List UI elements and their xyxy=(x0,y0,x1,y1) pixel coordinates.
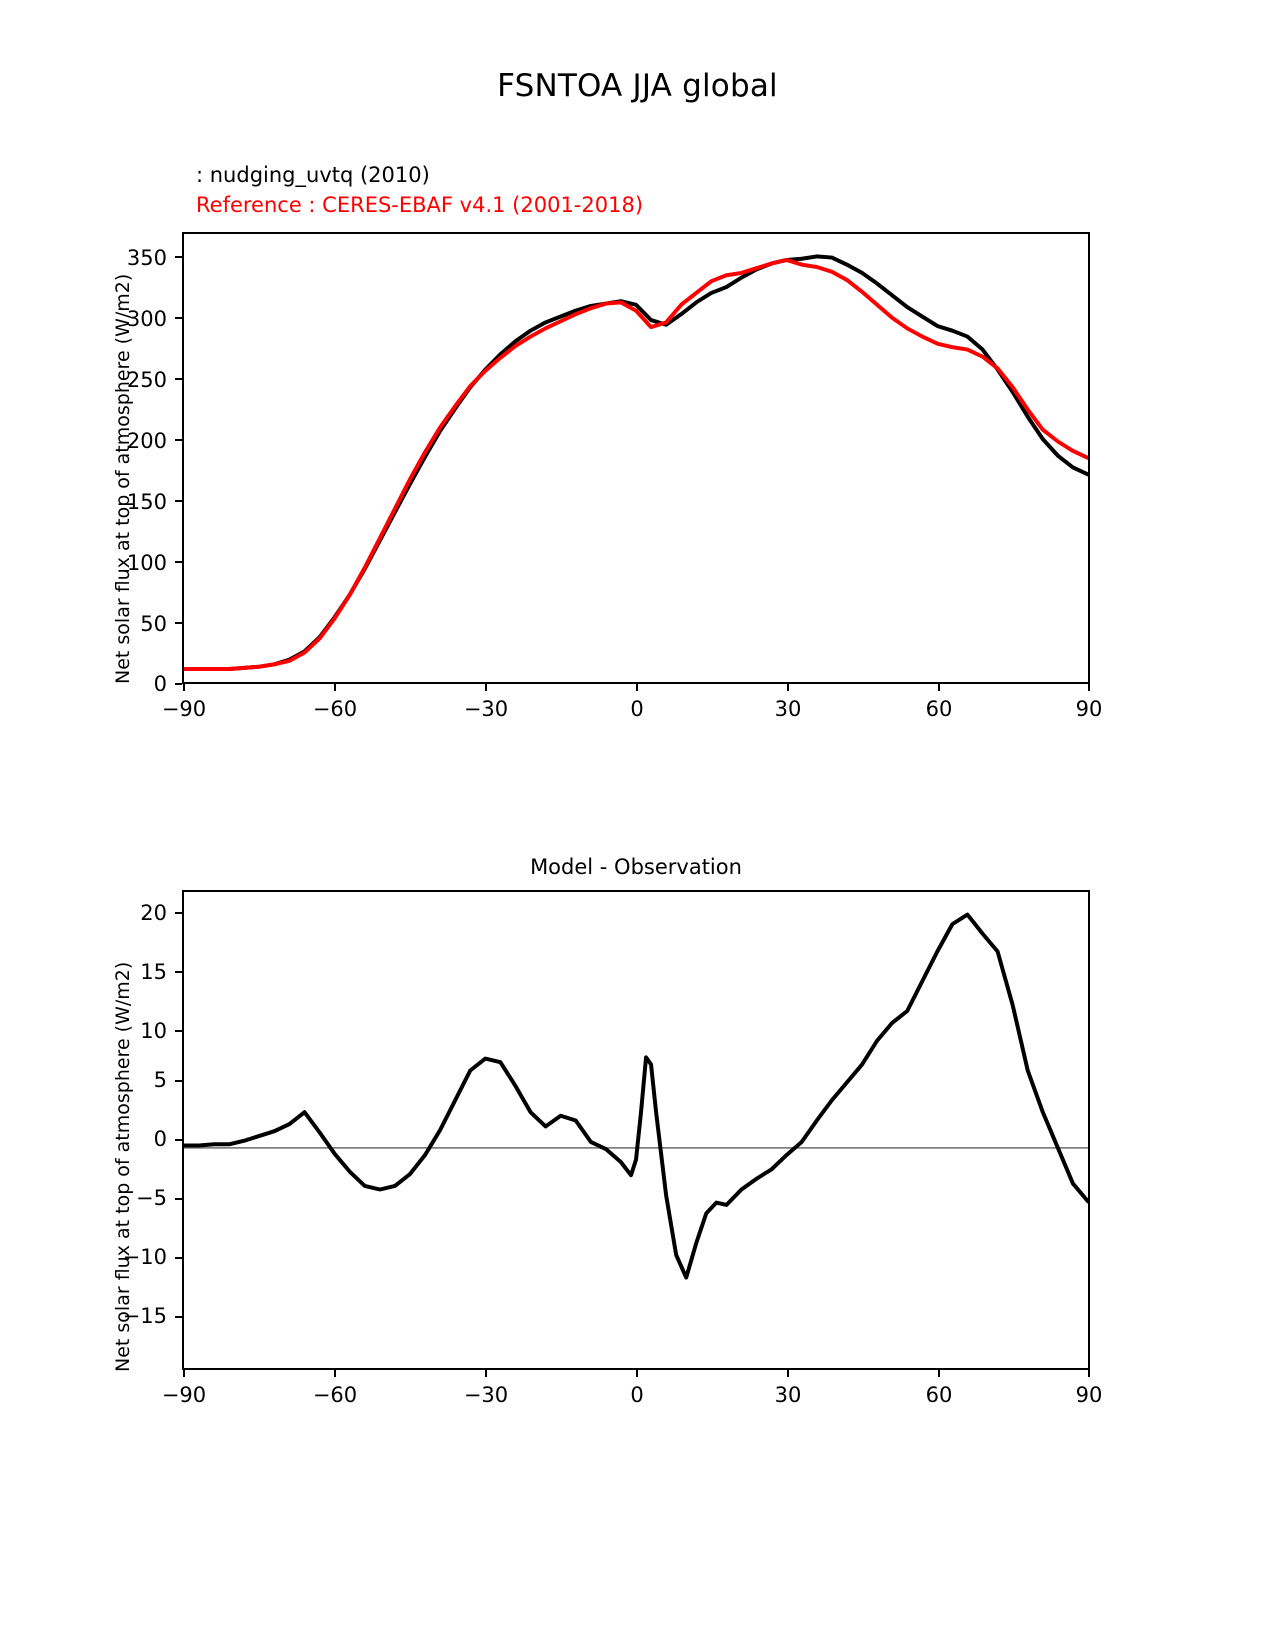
top-ytickmark-50 xyxy=(175,622,182,624)
top-ytickmark-350 xyxy=(175,256,182,258)
top-ytickmark-0 xyxy=(175,683,182,685)
bottom-chart-plot xyxy=(184,892,1088,1368)
top-ytick-350: 350 xyxy=(126,246,167,270)
top-xtick-30: 30 xyxy=(774,697,802,721)
bottom-xtickmark--30 xyxy=(485,1370,487,1377)
legend xyxy=(196,160,643,220)
top-ytick-250: 250 xyxy=(126,368,167,392)
bottom-y-axis-label: Net solar flux at top of atmosphere (W/m2) xyxy=(112,961,134,1372)
top-y-axis-label: Net solar flux at top of atmosphere (W/m2) xyxy=(112,273,134,684)
bottom-ytick--5: −5 xyxy=(136,1186,167,1210)
top-ytickmark-100 xyxy=(175,561,182,563)
series-line-0 xyxy=(184,915,1088,1278)
bottom-ytickmark-15 xyxy=(175,971,182,973)
bottom-xtickmark-0 xyxy=(636,1370,638,1377)
top-xtickmark-90 xyxy=(1088,684,1090,691)
bottom-xtick-60: 60 xyxy=(925,1383,953,1407)
top-xtickmark--30 xyxy=(485,684,487,691)
top-ytick-300: 300 xyxy=(126,307,167,331)
top-xtick--30: −30 xyxy=(463,697,509,721)
top-ytickmark-300 xyxy=(175,317,182,319)
bottom-xtick--30: −30 xyxy=(463,1383,509,1407)
top-xtick-0: 0 xyxy=(630,697,644,721)
bottom-ytickmark-20 xyxy=(175,912,182,914)
bottom-ytick-10: 10 xyxy=(140,1019,167,1043)
top-xtickmark--90 xyxy=(183,684,185,691)
top-ytick-0: 0 xyxy=(153,672,167,696)
top-xtickmark--60 xyxy=(334,684,336,691)
top-xtick-90: 90 xyxy=(1075,697,1103,721)
bottom-xtick--60: −60 xyxy=(312,1383,358,1407)
bottom-xtick-0: 0 xyxy=(630,1383,644,1407)
bottom-ytick-0: 0 xyxy=(153,1127,167,1151)
top-xtickmark-0 xyxy=(636,684,638,691)
bottom-xtickmark--60 xyxy=(334,1370,336,1377)
bottom-xtickmark-30 xyxy=(787,1370,789,1377)
top-ytickmark-200 xyxy=(175,439,182,441)
top-xtick--60: −60 xyxy=(312,697,358,721)
bottom-ytickmark--5 xyxy=(175,1198,182,1200)
bottom-xtick-90: 90 xyxy=(1075,1383,1103,1407)
bottom-chart-title: Model - Observation xyxy=(530,855,742,879)
top-chart-panel xyxy=(182,232,1090,684)
bottom-ytick-5: 5 xyxy=(153,1068,167,1092)
top-ytickmark-250 xyxy=(175,378,182,380)
bottom-ytick--15: −15 xyxy=(122,1304,167,1328)
top-ytick-100: 100 xyxy=(126,551,167,575)
bottom-ytick-15: 15 xyxy=(140,960,167,984)
top-ytick-200: 200 xyxy=(126,429,167,453)
bottom-ytickmark-10 xyxy=(175,1030,182,1032)
top-ytickmark-150 xyxy=(175,500,182,502)
bottom-ytickmark-0 xyxy=(175,1139,182,1141)
bottom-ytickmark-5 xyxy=(175,1080,182,1082)
bottom-xtickmark-60 xyxy=(938,1370,940,1377)
bottom-chart-panel xyxy=(182,890,1090,1370)
series-line-1 xyxy=(184,260,1088,669)
bottom-ytickmark--15 xyxy=(175,1316,182,1318)
legend-model: : nudging_uvtq (2010) xyxy=(196,163,430,187)
bottom-xtickmark-90 xyxy=(1088,1370,1090,1377)
bottom-xtickmark--90 xyxy=(183,1370,185,1377)
top-xtick-60: 60 xyxy=(925,697,953,721)
top-xtick--90: −90 xyxy=(161,697,207,721)
top-ytick-150: 150 xyxy=(126,490,167,514)
series-line-0 xyxy=(184,256,1088,669)
bottom-xtick--90: −90 xyxy=(161,1383,207,1407)
top-ytick-50: 50 xyxy=(140,612,167,636)
legend-reference: Reference : CERES-EBAF v4.1 (2001-2018) xyxy=(196,193,644,217)
page-title: FSNTOA JJA global xyxy=(497,68,778,104)
bottom-ytick-20: 20 xyxy=(140,901,167,925)
top-chart-plot xyxy=(184,234,1088,682)
bottom-xtick-30: 30 xyxy=(774,1383,802,1407)
top-xtickmark-30 xyxy=(787,684,789,691)
top-xtickmark-60 xyxy=(938,684,940,691)
bottom-ytickmark--10 xyxy=(175,1257,182,1259)
bottom-ytick--10: −10 xyxy=(122,1245,167,1269)
